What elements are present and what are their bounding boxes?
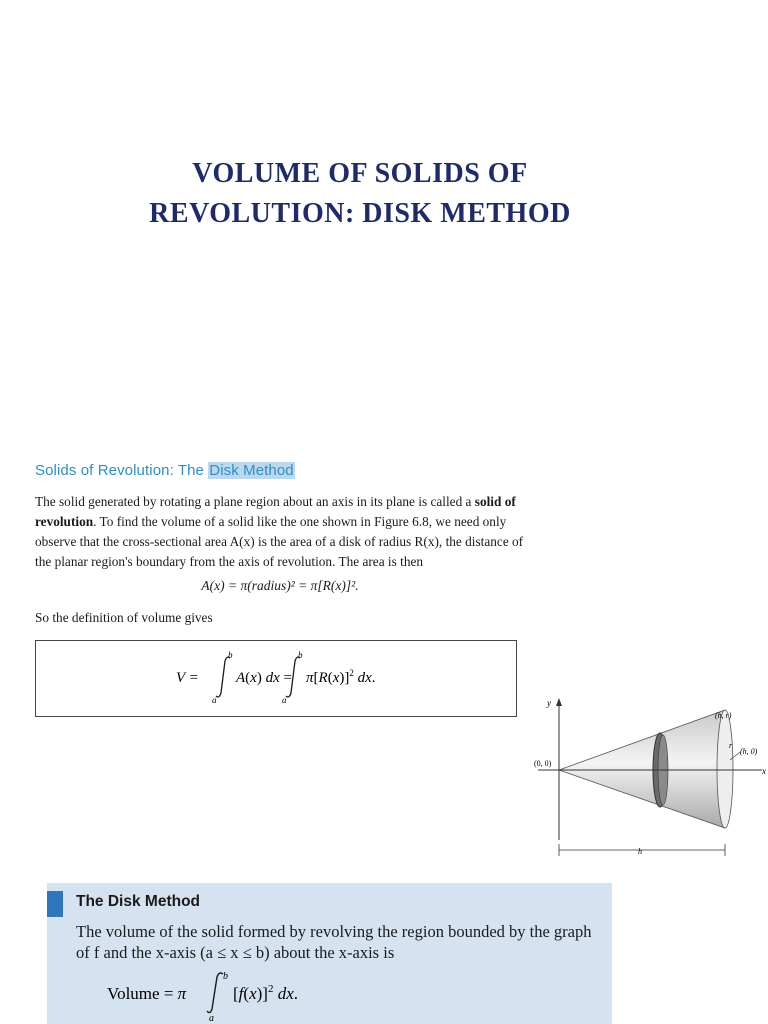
title-line-2: REVOLUTION: DISK METHOD xyxy=(149,198,571,229)
axis-point-label: (h, 0) xyxy=(740,747,758,756)
disk-method-heading: The Disk Method xyxy=(76,893,201,910)
svg-text:[f(x)]2 dx.: $[f(x)]^2$ dx. xyxy=(233,983,298,1003)
y-axis-label: y xyxy=(547,698,551,708)
definition-paragraph xyxy=(35,492,525,572)
section-heading-highlight: Disk Method xyxy=(209,462,294,479)
svg-text:b: b xyxy=(298,650,303,660)
svg-text:b: b xyxy=(228,650,233,660)
box-accent-bar xyxy=(47,891,63,917)
top-point-label: (h, r) xyxy=(715,711,732,720)
para-bold-term: solid of revolution xyxy=(35,494,516,529)
height-label: h xyxy=(638,847,642,856)
svg-text:A(x) dx =: A(x) dx = xyxy=(236,670,292,686)
page-title xyxy=(0,154,720,234)
disk-method-text: The volume of the solid formed by revolving the region bounded by the graph of f and the x-axis (a ≤ x ≤ b) about the x-axis is xyxy=(76,922,592,962)
svg-text:Volume = π: Volume = π xyxy=(107,984,187,1003)
svg-text:a: a xyxy=(212,695,217,705)
volume-formula-graphic xyxy=(36,641,516,716)
disk-volume-formula xyxy=(107,967,367,1023)
x-axis-label: x xyxy=(762,766,766,776)
so-definition-text: So the definition of volume gives xyxy=(35,610,213,625)
para-part-2: . To find the volume of a solid like the one shown in Figure 6.8, we need only observe that the cross-sectional area A(x) is the area of a disk of radius R(x), the distance of the planar region's boundary from the axis of revolution. The area is then xyxy=(35,514,524,569)
section-heading-prefix: Solids of Revolution: The xyxy=(35,462,209,479)
svg-text:b: b xyxy=(223,971,228,982)
area-formula: A(x) = π(radius)² = π[R(x)]². xyxy=(201,578,359,593)
volume-definition-box xyxy=(35,640,517,717)
svg-text:π[R(x)]2 dx.: $\pi[R(x)]^2$ dx. xyxy=(306,668,376,686)
title-line-1: VOLUME OF SOLIDS OF xyxy=(192,158,528,189)
svg-text:a: a xyxy=(282,695,287,705)
section-heading xyxy=(35,462,295,479)
origin-label: (0, 0) xyxy=(534,759,552,768)
disk-method-box xyxy=(47,883,612,1024)
svg-text:V =: V = xyxy=(176,670,199,686)
svg-text:a: a xyxy=(209,1013,214,1023)
cone-figure xyxy=(530,690,768,860)
radius-label: r xyxy=(729,741,733,750)
para-part-1: The solid generated by rotating a plane region about an axis in its plane is called a xyxy=(35,494,475,509)
